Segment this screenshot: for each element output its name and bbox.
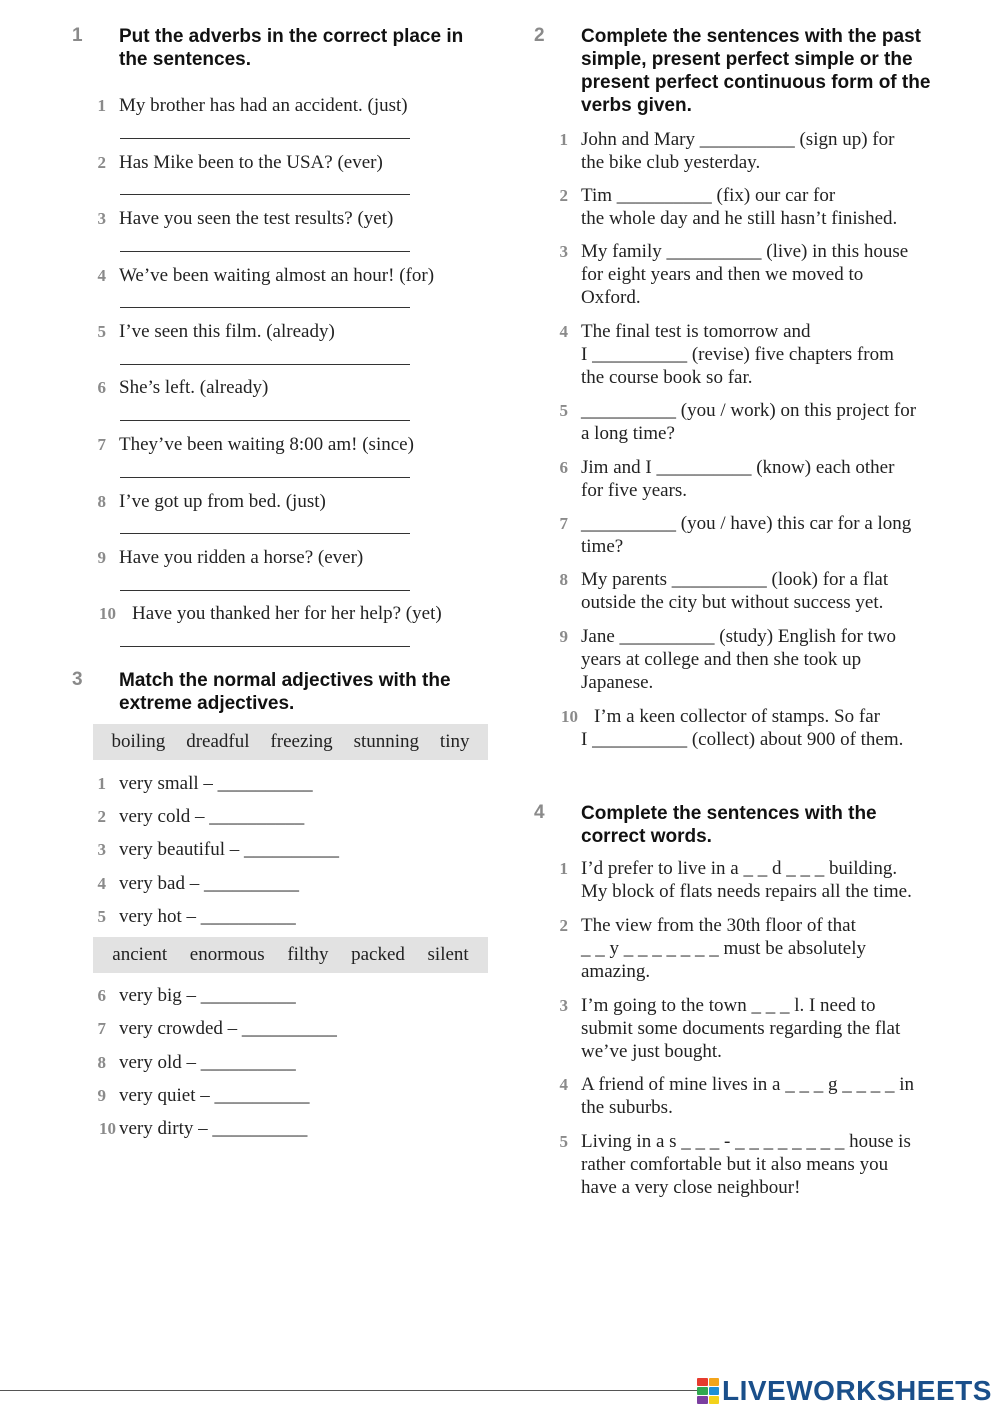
item-line: the bike club yesterday. — [581, 152, 761, 173]
item-number: 9 — [559, 627, 568, 646]
item-number: 7 — [559, 514, 568, 533]
item-line: we’ve just bought. — [581, 1041, 722, 1062]
ex1-item — [82, 433, 482, 456]
answer-line[interactable] — [120, 364, 410, 365]
item-text[interactable]: very big – __________ — [119, 985, 296, 1006]
item-line[interactable]: __________ (you / have) this car for a long — [581, 513, 912, 534]
item-number: 3 — [97, 840, 106, 859]
item-line[interactable]: Living in a s _ _ _ - _ _ _ _ _ _ _ _ house is — [581, 1131, 911, 1152]
answer-line[interactable] — [120, 590, 410, 591]
answer-line[interactable] — [120, 420, 410, 421]
item-number: 5 — [97, 322, 106, 341]
ex4-item — [544, 914, 984, 983]
ex2-item — [544, 512, 984, 558]
item-line: the course book so far. — [581, 367, 753, 388]
item-number: 10 — [99, 604, 116, 623]
item-text[interactable]: very old – __________ — [119, 1052, 296, 1073]
item-line[interactable]: I __________ (revise) five chapters from — [581, 344, 894, 365]
item-line: The final test is tomorrow and — [581, 321, 811, 342]
word-option[interactable]: tiny — [439, 731, 470, 752]
word-option[interactable]: dreadful — [186, 731, 250, 752]
ex2-item — [544, 705, 984, 751]
item-line[interactable]: Jim and I __________ (know) each other — [581, 457, 895, 478]
word-box-2 — [93, 937, 488, 973]
item-text[interactable]: very bad – __________ — [119, 873, 299, 894]
ex3-item — [82, 1051, 482, 1074]
footer-divider — [0, 1390, 700, 1391]
item-text: Have you thanked her for her help? (yet) — [132, 603, 442, 624]
item-number: 10 — [561, 707, 578, 726]
ex1-item — [82, 320, 482, 343]
item-number: 10 — [99, 1119, 116, 1138]
ex2-item — [544, 399, 984, 445]
item-number: 2 — [97, 153, 106, 172]
item-line: Japanese. — [581, 672, 654, 693]
item-text[interactable]: very beautiful – __________ — [119, 839, 340, 860]
item-line[interactable]: __________ (you / work) on this project for — [581, 400, 917, 421]
ex1-item — [82, 376, 482, 399]
logo-text: LIVEWORKSHEETS — [722, 1375, 992, 1406]
item-line: have a very close neighbour! — [581, 1177, 801, 1198]
item-number: 1 — [97, 774, 106, 793]
ex2-item — [544, 568, 984, 614]
item-number: 5 — [97, 907, 106, 926]
item-number: 8 — [559, 570, 568, 589]
item-line: for five years. — [581, 480, 688, 501]
ex2-item — [544, 456, 984, 502]
answer-line[interactable] — [120, 307, 410, 308]
item-text[interactable]: very dirty – __________ — [119, 1118, 308, 1139]
ex1-item — [82, 151, 482, 174]
ex1-item — [82, 490, 482, 513]
word-option[interactable]: stunning — [353, 731, 420, 752]
item-line: Oxford. — [581, 287, 641, 308]
item-number: 6 — [97, 986, 106, 1005]
ex2-item — [544, 184, 984, 230]
ex1-item — [82, 264, 482, 287]
item-number: 9 — [97, 1086, 106, 1105]
ex3-item — [82, 1084, 482, 1107]
item-line[interactable]: Jane __________ (study) English for two — [581, 626, 897, 647]
item-number: 8 — [97, 1053, 106, 1072]
ex3-item — [82, 872, 482, 895]
item-number: 4 — [97, 266, 106, 285]
answer-line[interactable] — [120, 533, 410, 534]
item-line: for eight years and then we moved to — [581, 264, 864, 285]
item-text[interactable]: very hot – __________ — [119, 906, 296, 927]
item-number: 9 — [97, 548, 106, 567]
item-number: 3 — [559, 242, 568, 261]
item-number: 1 — [559, 130, 568, 149]
item-text: They’ve been waiting 8:00 am! (since) — [119, 434, 414, 455]
item-text: Have you seen the test results? (yet) — [119, 208, 394, 229]
item-line: submit some documents regarding the flat — [581, 1018, 901, 1039]
item-number: 1 — [559, 859, 568, 878]
item-text: I’ve got up from bed. (just) — [119, 491, 326, 512]
item-text: Has Mike been to the USA? (ever) — [119, 152, 383, 173]
exercise-2-number: 2 — [534, 25, 545, 46]
item-line: amazing. — [581, 961, 651, 982]
ex1-item — [82, 546, 482, 569]
item-text: We’ve been waiting almost an hour! (for) — [119, 265, 435, 286]
item-line[interactable]: My parents __________ (look) for a flat — [581, 569, 889, 590]
logo-mark-icon — [697, 1378, 719, 1404]
exercise-1-number: 1 — [72, 25, 83, 46]
item-number: 2 — [559, 186, 568, 205]
exercise-1-heading: Put the adverbs in the correct place in the sentences. — [119, 26, 464, 70]
ex3-item — [82, 1117, 482, 1140]
answer-line[interactable] — [120, 646, 410, 647]
ex2-item — [544, 625, 984, 694]
ex4-item — [544, 1073, 984, 1119]
ex2-item — [544, 128, 984, 174]
item-number: 7 — [97, 1019, 106, 1038]
item-number: 3 — [97, 209, 106, 228]
ex2-item — [544, 320, 984, 389]
exercise-3-heading: Match the normal adjectives with the extreme adjectives. — [119, 670, 451, 714]
word-option[interactable]: freezing — [270, 731, 333, 752]
ex4-item — [544, 857, 984, 903]
item-number: 7 — [97, 435, 106, 454]
word-box-1 — [93, 724, 488, 760]
word-option[interactable]: enormous — [189, 944, 265, 965]
item-text[interactable]: very small – __________ — [119, 773, 313, 794]
item-line[interactable]: My family __________ (live) in this house — [581, 241, 909, 262]
word-option[interactable]: silent — [427, 944, 469, 965]
item-line: years at college and then she took up — [581, 649, 862, 670]
item-line[interactable]: _ _ y _ _ _ _ _ _ _ must be absolutely — [581, 938, 866, 959]
item-number: 5 — [559, 1132, 568, 1151]
item-number: 2 — [97, 807, 106, 826]
ex3-item — [82, 805, 482, 828]
item-line: My block of flats needs repairs all the time. — [581, 881, 912, 902]
ex3-item — [82, 905, 482, 928]
ex1-item — [82, 94, 482, 117]
item-number: 6 — [97, 378, 106, 397]
item-number: 4 — [559, 1075, 568, 1094]
item-text[interactable]: very crowded – __________ — [119, 1018, 337, 1039]
ex4-item — [544, 994, 984, 1063]
answer-line[interactable] — [120, 477, 410, 478]
word-option[interactable]: ancient — [112, 944, 168, 965]
item-number: 4 — [97, 874, 106, 893]
word-option[interactable]: boiling — [111, 731, 166, 752]
exercise-4-number: 4 — [534, 802, 545, 823]
word-option[interactable]: filthy — [287, 944, 329, 965]
item-line: a long time? — [581, 423, 675, 444]
item-line: the suburbs. — [581, 1097, 673, 1118]
ex3-item — [82, 984, 482, 1007]
item-line[interactable]: I’d prefer to live in a _ _ d _ _ _ building. — [581, 858, 898, 879]
item-text: I’ve seen this film. (already) — [119, 321, 335, 342]
ex3-item — [82, 772, 482, 795]
item-line[interactable]: Tim __________ (fix) our car for — [581, 185, 836, 206]
ex1-item — [82, 207, 482, 230]
answer-line[interactable] — [120, 138, 410, 139]
item-number: 6 — [559, 458, 568, 477]
item-line[interactable]: I __________ (collect) about 900 of them. — [581, 729, 904, 750]
item-line: outside the city but without success yet. — [581, 592, 884, 613]
item-line[interactable]: A friend of mine lives in a _ _ _ g _ _ _ _ in — [581, 1074, 914, 1095]
item-number: 8 — [97, 492, 106, 511]
item-line: time? — [581, 536, 624, 557]
exercise-3-number: 3 — [72, 669, 83, 690]
answer-line[interactable] — [120, 194, 410, 195]
item-line: the whole day and he still hasn’t finished. — [581, 208, 898, 229]
exercise-4-heading: Complete the sentences with the correct words. — [581, 803, 877, 847]
item-number: 5 — [559, 401, 568, 420]
ex4-item — [544, 1130, 984, 1199]
item-number: 2 — [559, 916, 568, 935]
item-text[interactable]: very quiet – __________ — [119, 1085, 310, 1106]
item-line: The view from the 30th floor of that — [581, 915, 856, 936]
liveworksheets-logo[interactable] — [697, 1376, 992, 1406]
word-option[interactable]: packed — [351, 944, 405, 965]
ex1-item — [82, 602, 482, 625]
ex2-item — [544, 240, 984, 309]
item-line: rather comfortable but it also means you — [581, 1154, 889, 1175]
exercise-2-heading: Complete the sentences with the past simple, present perfect simple or the present perfect continuous form of the verbs given. — [581, 26, 931, 116]
item-text: Have you ridden a horse? (ever) — [119, 547, 364, 568]
item-number: 1 — [97, 96, 106, 115]
item-text: My brother has had an accident. (just) — [119, 95, 408, 116]
ex3-item — [82, 1017, 482, 1040]
ex3-item — [82, 838, 482, 861]
item-number: 4 — [559, 322, 568, 341]
item-text[interactable]: very cold – __________ — [119, 806, 305, 827]
item-number: 3 — [559, 996, 568, 1015]
item-line[interactable]: I’m going to the town _ _ _ l. I need to — [581, 995, 876, 1016]
item-line[interactable]: John and Mary __________ (sign up) for — [581, 129, 895, 150]
answer-line[interactable] — [120, 251, 410, 252]
item-text: She’s left. (already) — [119, 377, 269, 398]
item-line: I’m a keen collector of stamps. So far — [594, 706, 880, 727]
